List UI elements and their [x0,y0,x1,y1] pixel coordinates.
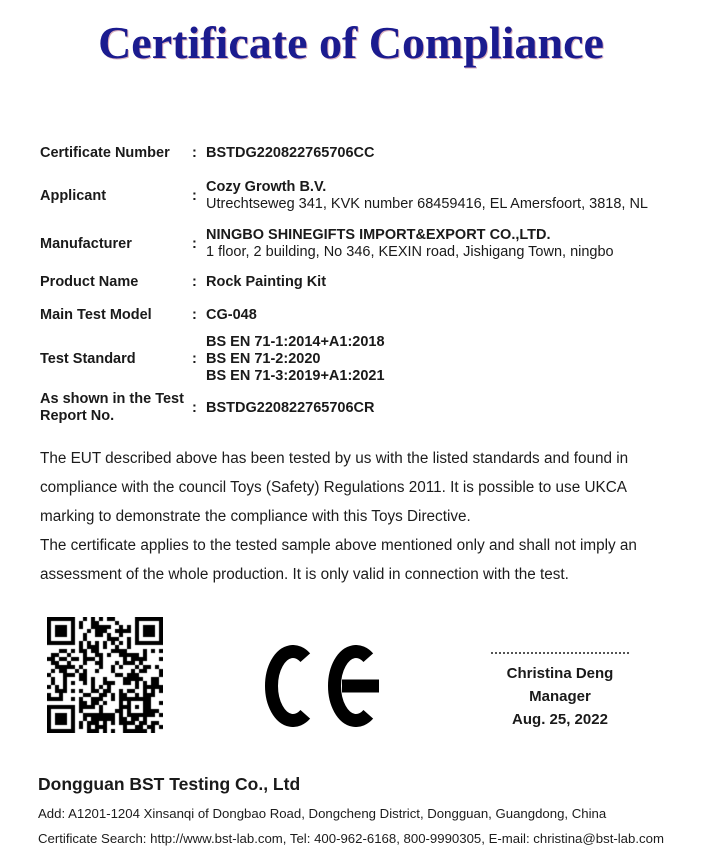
statement-line: The certificate applies to the tested sample above mentioned only and shall not imply an [40,537,637,554]
field-label: Manufacturer [40,235,132,252]
field-row-applicant [40,179,666,213]
main-test-model-value: CG-048 [206,307,257,323]
signature-block [470,652,650,731]
qr-code [47,617,163,733]
applicant-address: Utrechtseweg 341, KVK number 68459416, EL Amersfoort, 3818, NL [206,196,648,212]
field-row-certificate-number [40,145,666,162]
statement-line: marking to demonstrate the compliance with this Toys Directive. [40,508,471,525]
field-colon: : [192,187,197,204]
field-row-test-standard [40,334,666,385]
field-row-manufacturer [40,227,666,261]
field-label: Test Standard [40,351,136,367]
signatory-name: Christina Deng [506,665,614,682]
manufacturer-address: 1 floor, 2 building, No 346, KEXIN road, Jishigang Town, ningbo [206,244,614,260]
field-label: Applicant [40,187,107,204]
compliance-statement [40,444,680,589]
field-label: As shown in the Test Report No. [40,391,184,424]
lab-address: Add: A1201-1204 Xinsanqi of Dongbao Road, Dongcheng District, Dongguan, Guangdong, China [38,806,607,821]
field-colon: : [192,274,197,290]
field-colon: : [192,351,197,367]
field-row-main-test-model [40,307,666,324]
field-colon: : [192,145,197,161]
manufacturer-name: NINGBO SHINEGIFTS IMPORT&EXPORT CO.,LTD. [206,227,551,243]
field-row-test-report-no [40,391,666,425]
ce-mark-icon [265,645,382,727]
test-standard-3: BS EN 71-3:2019+A1:2021 [206,368,385,384]
product-name-value: Rock Painting Kit [206,274,327,290]
test-standard-1: BS EN 71-1:2014+A1:2018 [206,334,385,350]
field-label: Certificate Number [40,145,170,161]
applicant-name: Cozy Growth B.V. [206,179,327,195]
statement-line: compliance with the council Toys (Safety) Regulations 2011. It is possible to use UKCA [40,479,627,496]
test-report-no-value: BSTDG220822765706CR [206,399,375,416]
certificate-fields [40,145,666,425]
certificate-title: Certificate of Compliance [98,17,604,68]
field-colon: : [192,307,197,323]
lab-company-name: Dongguan BST Testing Co., Ltd [38,774,301,794]
lab-contact: Certificate Search: http://www.bst-lab.com, Tel: 400-962-6168, 800-9990305, E-mail: christina@bst-lab.com [38,831,664,846]
field-colon: : [192,399,197,416]
test-standard-2: BS EN 71-2:2020 [206,351,321,367]
signature-line [491,652,629,654]
field-label: Main Test Model [40,307,152,323]
signatory-title: Manager [529,688,591,705]
certificate-number-value: BSTDG220822765706CC [206,145,375,161]
field-row-product-name [40,274,666,291]
field-label: Product Name [40,274,139,290]
signature-date: Aug. 25, 2022 [512,711,608,728]
footer [38,774,672,855]
field-colon: : [192,235,197,252]
statement-line: assessment of the whole production. It is only valid in connection with the test. [40,566,569,583]
statement-line: The EUT described above has been tested by us with the listed standards and found in [40,450,629,467]
